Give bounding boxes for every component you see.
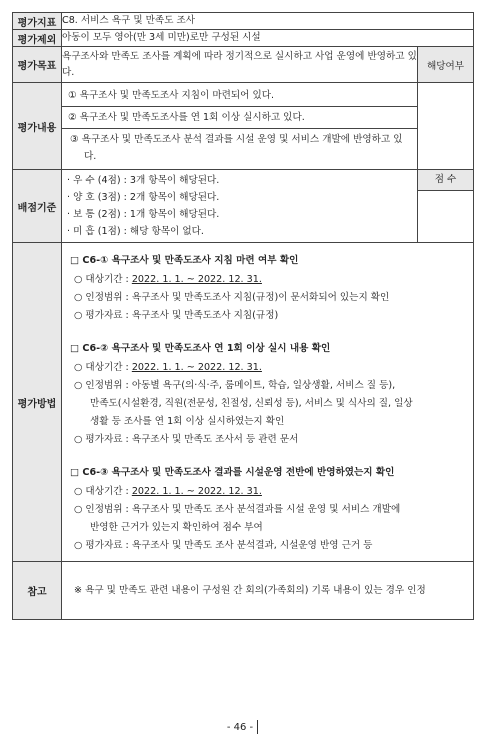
evaluation-table <box>12 12 474 620</box>
scoring-item-fair: · 보 통 (2점) : 1개 항목이 해당된다. <box>67 209 220 220</box>
method-section-title: □ C6-① 욕구조사 및 만족도조사 지침 마련 여부 확인 <box>70 255 299 266</box>
page-footer <box>0 720 485 734</box>
page-number: - 46 - <box>226 722 254 733</box>
scoring-item-poor: · 미 흡 (1점) : 해당 항목이 없다. <box>67 226 204 237</box>
method-line: ○ 평가자료 : 욕구조사 및 만족도 조사서 등 관련 문서 <box>74 434 299 445</box>
applicable-cell <box>418 83 474 170</box>
indicator-label: 평가지표 <box>13 13 62 30</box>
method-label: 평가방법 <box>13 243 62 562</box>
content-item-3: ③ 욕구조사 및 만족도조사 분석 결과를 시설 운영 및 서비스 개발에 반영하고 있다. <box>70 134 403 162</box>
scoring-label: 배점기준 <box>13 170 62 243</box>
method-period: ○ 대상기간 : 2022. 1. 1. ~ 2022. 12. 31. <box>74 362 262 373</box>
method-section-2 <box>70 339 465 449</box>
method-line: ○ 인정범위 : 욕구조사 및 만족도조사 지침(규정)이 문서화되어 있는지 확인 <box>74 292 390 303</box>
reference-note: ※ 욕구 및 만족도 관련 내용이 구성원 간 회의(가족회의) 기록 내용이 있는 경우 인정 <box>74 584 426 596</box>
scoring-row <box>13 170 474 243</box>
content-item-1: ① 욕구조사 및 만족도조사 지침이 마련되어 있다. <box>62 85 417 107</box>
indicator-row <box>13 13 474 30</box>
reference-row <box>13 562 474 620</box>
content-item-2: ② 욕구조사 및 만족도조사를 연 1회 이상 실시하고 있다. <box>62 107 417 129</box>
score-label: 점 수 <box>418 170 473 191</box>
goal-label: 평가목표 <box>13 47 62 83</box>
method-section-3 <box>70 463 465 555</box>
method-section-1 <box>70 251 465 325</box>
content-label: 평가내용 <box>13 83 62 170</box>
method-section-title: □ C6-② 욕구조사 및 만족도조사 연 1회 이상 실시 내용 확인 <box>70 343 331 354</box>
method-line: ○ 평가자료 : 욕구조사 및 만족도 조사 분석결과, 시설운영 반영 근거 등 <box>74 540 373 551</box>
method-line: ○ 평가자료 : 욕구조사 및 만족도조사 지침(규정) <box>74 310 279 321</box>
method-line: 반영한 근거가 있는지 확인하여 점수 부여 <box>90 522 263 533</box>
exclusion-label: 평가제외 <box>13 30 62 47</box>
exclusion-value: 아동이 모두 영아(만 3세 미만)로만 구성된 시설 <box>62 30 474 47</box>
method-row <box>13 243 474 562</box>
reference-cell <box>62 562 474 620</box>
reference-label: 참고 <box>13 562 62 620</box>
method-content <box>62 243 474 562</box>
scoring-item-good: · 양 호 (3점) : 2개 항목이 해당된다. <box>67 192 220 203</box>
cursor-bar <box>257 720 258 734</box>
evaluation-sheet <box>12 12 473 620</box>
content-items <box>62 83 418 170</box>
indicator-value: C8. 서비스 욕구 및 만족도 조사 <box>62 13 474 30</box>
goal-value: 욕구조사와 만족도 조사를 계획에 따라 정기적으로 실시하고 사업 운영에 반영하고 있다. <box>62 47 418 83</box>
applicable-label: 해당여부 <box>418 47 474 83</box>
method-line: 만족도(시설환경, 직원(전문성, 친절성, 신뢰성 등), 서비스 및 식사의 질, 일상 <box>90 398 413 409</box>
exclusion-row <box>13 30 474 47</box>
scoring-item-excellent: · 우 수 (4점) : 3개 항목이 해당된다. <box>67 175 220 186</box>
method-period: ○ 대상기간 : 2022. 1. 1. ~ 2022. 12. 31. <box>74 274 262 285</box>
method-section-title: □ C6-③ 욕구조사 및 만족도조사 결과를 시설운영 전반에 반영하였는지 확인 <box>70 467 395 478</box>
method-line: ○ 인정범위 : 아동별 욕구(의·식·주, 룸메이트, 학습, 일상생활, 서비스 질 등), <box>74 380 396 391</box>
method-line: ○ 인정범위 : 욕구조사 및 만족도 조사 분석결과를 시설 운영 및 서비스 개발에 <box>74 504 401 515</box>
content-row <box>13 83 474 170</box>
scoring-items <box>62 170 418 243</box>
method-period: ○ 대상기간 : 2022. 1. 1. ~ 2022. 12. 31. <box>74 486 262 497</box>
goal-row <box>13 47 474 83</box>
method-line: 생활 등 조사를 연 1회 이상 실시하였는지 확인 <box>90 416 285 427</box>
score-cell <box>418 170 474 243</box>
